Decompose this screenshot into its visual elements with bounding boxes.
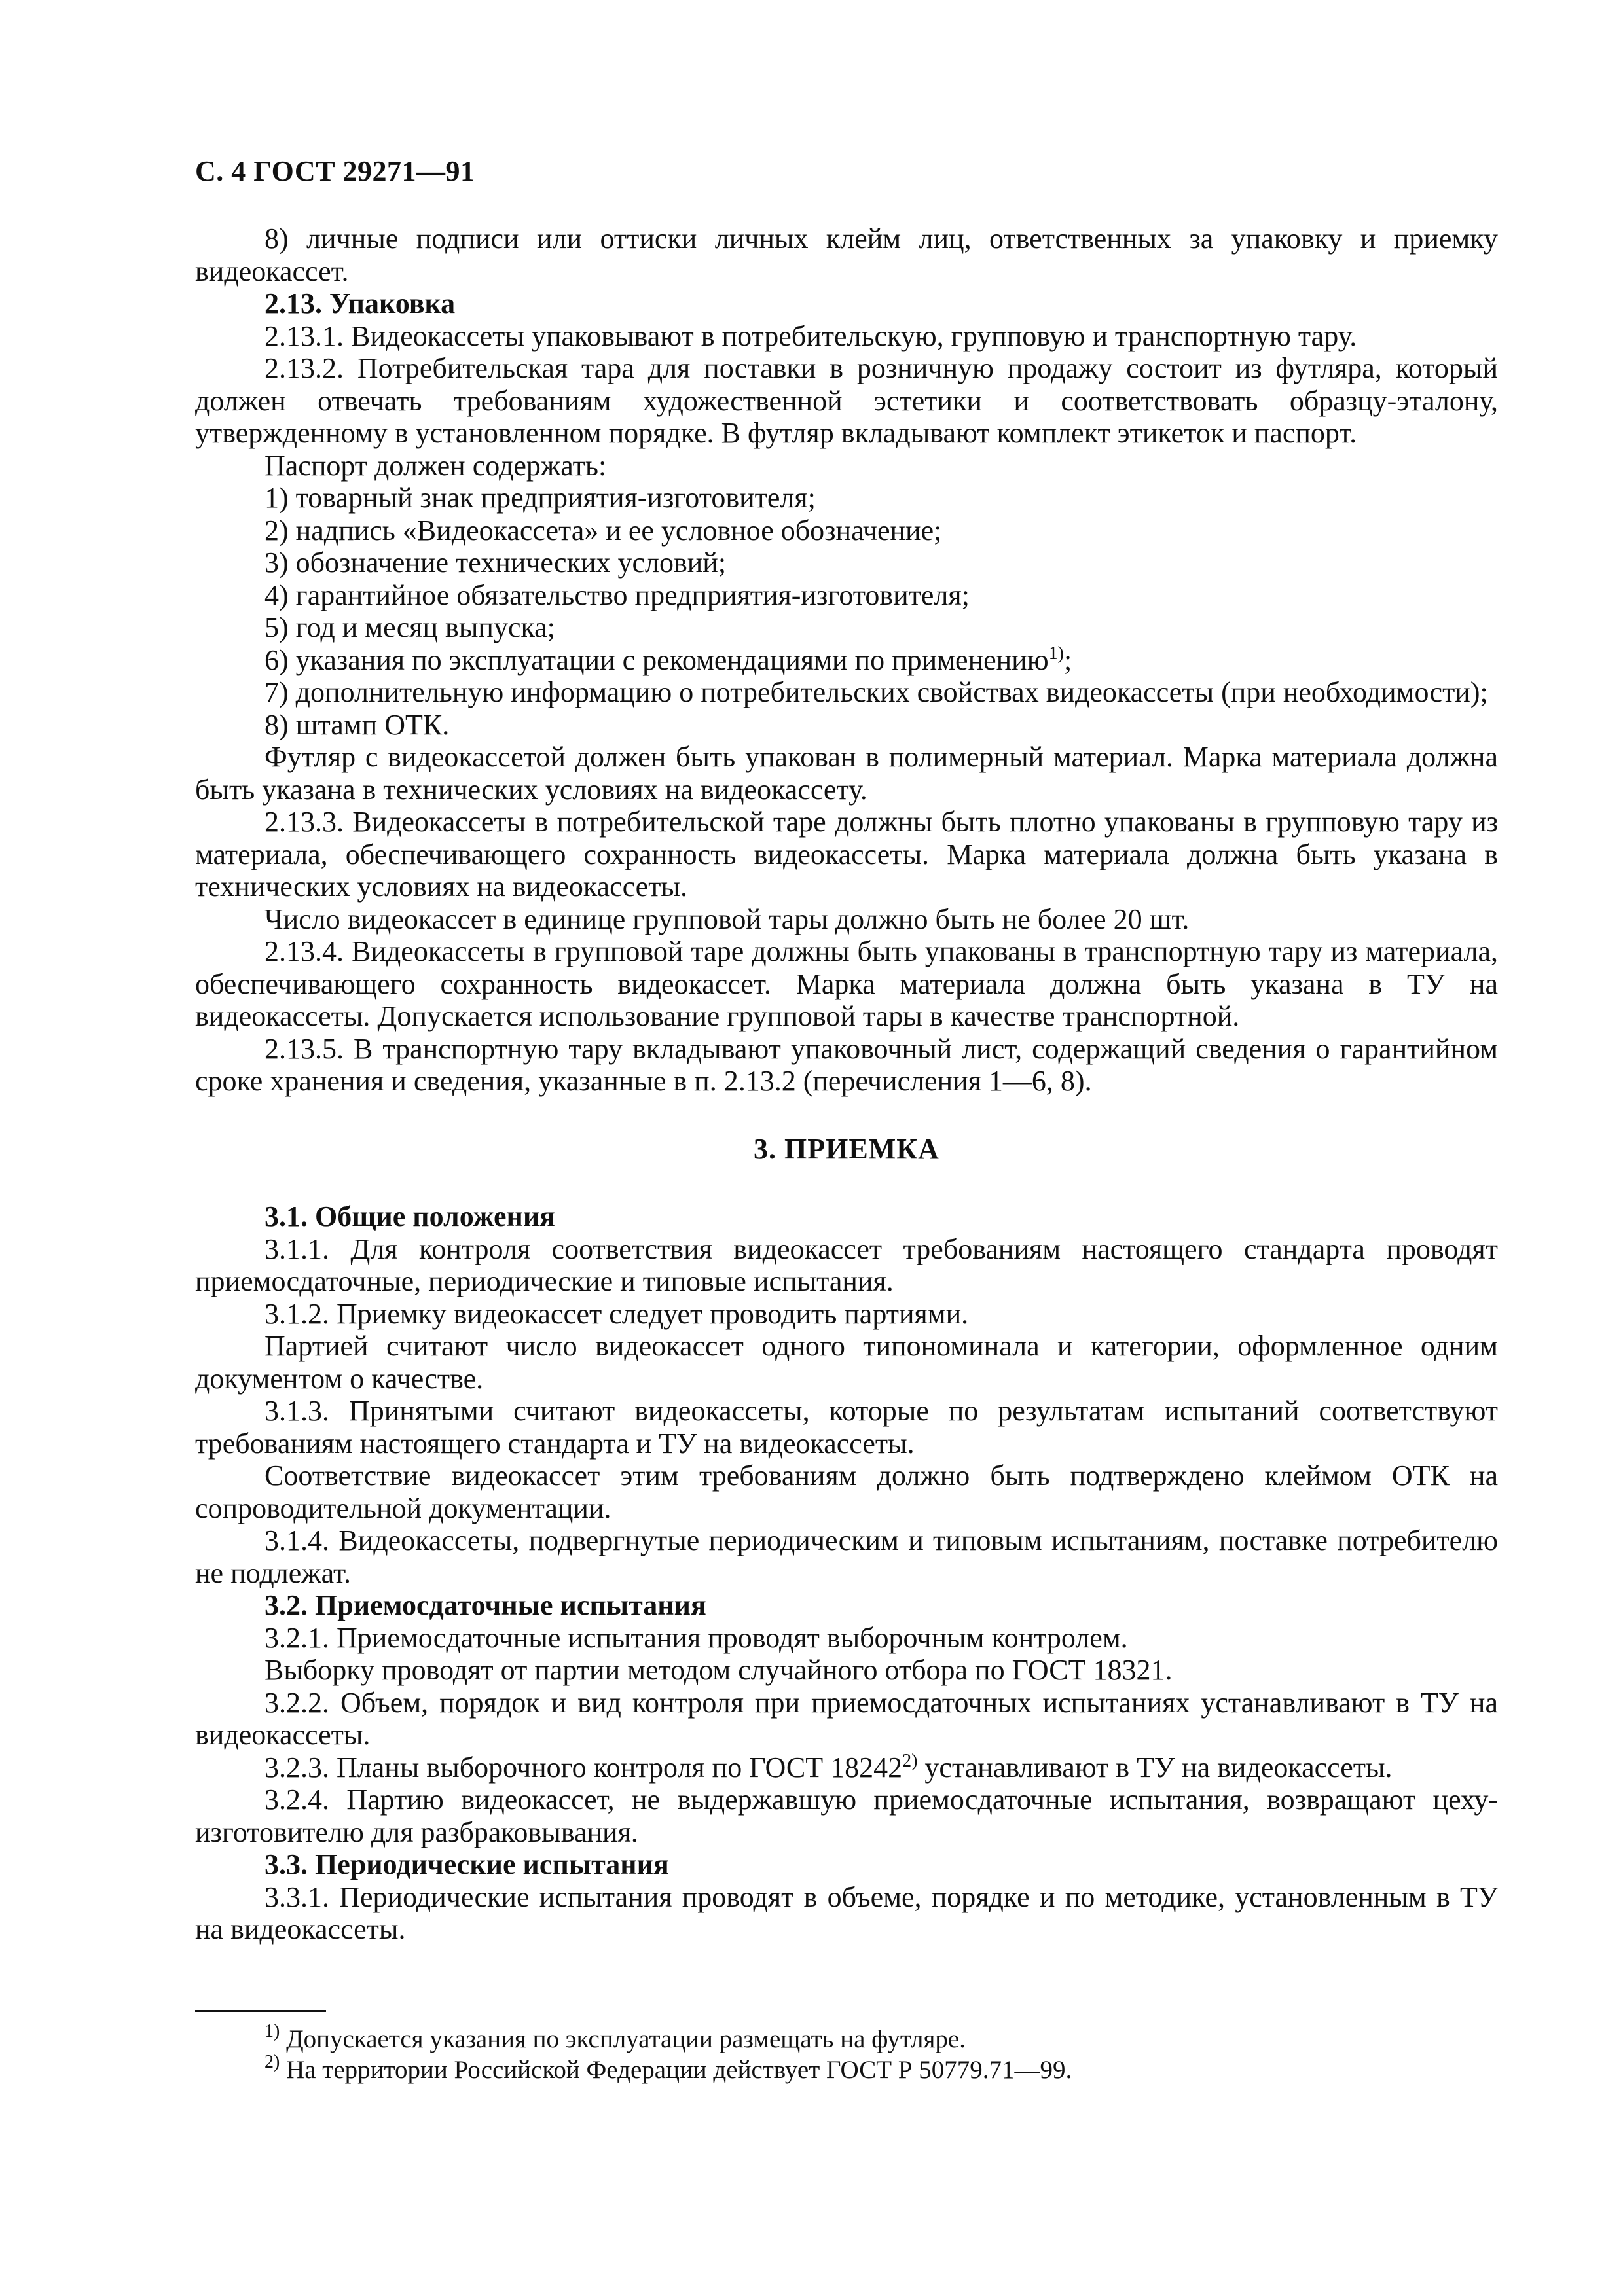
paragraph-batch-definition: Партией считают число видеокассет одного типономинала и категории, оформленное одним документом о качестве. (195, 1330, 1498, 1395)
paragraph-3-2-4: 3.2.4. Партию видеокассет, не выдержавшую приемосдаточные испытания, возвращают цеху-изготовителю для разбраковывания. (195, 1784, 1498, 1848)
paragraph-sampling: Выборку проводят от партии методом случайного отбора по ГОСТ 18321. (264, 1654, 1173, 1686)
list-item-3: 3) обозначение технических условий; (264, 547, 727, 579)
paragraph-3-1-2: 3.1.2. Приемку видеокассет следует проводить партиями. (264, 1297, 969, 1330)
section-heading-3-1: 3.1. Общие положения (264, 1200, 555, 1232)
section-title-acceptance: 3. ПРИЕМКА (754, 1132, 939, 1165)
paragraph-3-1-3: 3.1.3. Принятыми считают видеокассеты, которые по результатам испытаний соответствуют требованиям настоящего стандарта и ТУ на видеокассеты. (195, 1395, 1498, 1460)
document-body (195, 223, 1498, 1946)
footnote-ref-1[interactable]: 1) (1048, 643, 1064, 664)
footnote-2-mark: 2) (264, 2052, 280, 2072)
paragraph-2-13-2: 2.13.2. Потребительская тара для поставки в розничную продажу состоит из футляра, который должен отвечать требованиям художественной эстетики и соответствовать образцу-эталону, утвержденному в установленном порядке. В футляр вкладывают комплект этикеток и паспорт. (195, 352, 1498, 449)
footnote-1-mark: 1) (264, 2021, 280, 2041)
footnote-2-text: На территории Российской Федерации действует ГОСТ Р 50779.71—99. (286, 2056, 1072, 2084)
list-item-1: 1) товарный знак предприятия-изготовителя; (264, 482, 816, 514)
list-item-5: 5) год и месяц выпуска; (264, 611, 555, 643)
footnote-1 (195, 2021, 1498, 2054)
list-item-6 (195, 644, 1498, 677)
section-heading-2-13: 2.13. Упаковка (264, 287, 456, 319)
paragraph-3-2-3-tail: устанавливают в ТУ на видеокассеты. (917, 1751, 1393, 1784)
footnote-2 (195, 2054, 1498, 2085)
section-heading-3-2: 3.2. Приемосдаточные испытания (264, 1589, 706, 1621)
paragraph-otk-stamp: Соответствие видеокассет этим требованиям должно быть подтверждено клеймом ОТК на сопроводительной документации. (195, 1460, 1498, 1524)
paragraph-item8-signatures: 8) личные подписи или оттиски личных клейм лиц, ответственных за упаковку и приемку видеокассет. (195, 223, 1498, 287)
paragraph-2-13-4: 2.13.4. Видеокассеты в групповой таре должны быть упакованы в транспортную тару из материала, обеспечивающего сохранность видеокассет. Марка материала должна быть указана в ТУ на видеокассеты. Допускается использование групповой тары в качестве транспортной. (195, 935, 1498, 1032)
paragraph-3-2-3-text: 3.2.3. Планы выборочного контроля по ГОСТ 18242 (264, 1751, 903, 1784)
paragraph-passport-intro: Паспорт должен содержать: (264, 449, 607, 482)
list-item-4: 4) гарантийное обязательство предприятия-изготовителя; (264, 579, 970, 611)
paragraph-group-count: Число видеокассет в единице групповой тары должно быть не более 20 шт. (264, 903, 1190, 935)
paragraph-2-13-5: 2.13.5. В транспортную тару вкладывают упаковочный лист, содержащий сведения о гарантийном сроке хранения и сведения, указанные в п. 2.13.2 (перечисления 1—6, 8). (195, 1032, 1498, 1097)
paragraph-3-1-1: 3.1.1. Для контроля соответствия видеокассет требованиям настоящего стандарта проводят приемосдаточные, периодические и типовые испытания. (195, 1232, 1498, 1297)
list-item-6-tail: ; (1063, 643, 1072, 676)
page-header: С. 4 ГОСТ 29271—91 (195, 155, 475, 187)
footnotes (195, 2021, 1498, 2085)
paragraph-3-1-4: 3.1.4. Видеокассеты, подвергнутые периодическим и типовым испытаниям, поставке потребителю не подлежат. (195, 1524, 1498, 1589)
paragraph-2-13-3: 2.13.3. Видеокассеты в потребительской таре должны быть плотно упакованы в групповую тару из материала, обеспечивающего сохранность видеокассеты. Марка материала должна быть указана в технических условиях на видеокассеты. (195, 806, 1498, 903)
footnote-1-text: Допускается указания по эксплуатации размещать на футляре. (286, 2025, 966, 2053)
paragraph-case-packing: Футляр с видеокассетой должен быть упакован в полимерный материал. Марка материала должна быть указана в технических условиях на видеокассету. (195, 741, 1498, 806)
paragraph-3-3-1: 3.3.1. Периодические испытания проводят в объеме, порядке и по методике, установленным в ТУ на видеокассеты. (195, 1880, 1498, 1945)
section-heading-3-3: 3.3. Периодические испытания (264, 1848, 669, 1880)
paragraph-3-2-3 (195, 1751, 1498, 1784)
paragraph-3-2-1: 3.2.1. Приемосдаточные испытания проводят выборочным контролем. (264, 1621, 1128, 1654)
list-item-8: 8) штамп ОТК. (264, 708, 450, 741)
paragraph-2-13-1: 2.13.1. Видеокассеты упаковывают в потребительскую, групповую и транспортную тару. (264, 319, 1357, 352)
list-item-6-text: 6) указания по эксплуатации с рекомендациями по применению (264, 643, 1049, 676)
list-item-2: 2) надпись «Видеокассета» и ее условное обозначение; (264, 514, 942, 547)
paragraph-3-2-2: 3.2.2. Объем, порядок и вид контроля при приемосдаточных испытаниях устанавливают в ТУ на видеокассеты. (195, 1686, 1498, 1751)
list-item-7: 7) дополнительную информацию о потребительских свойствах видеокассеты (при необходимости); (264, 676, 1488, 708)
footnote-divider (195, 2010, 326, 2012)
footnote-ref-2[interactable]: 2) (902, 1750, 918, 1771)
